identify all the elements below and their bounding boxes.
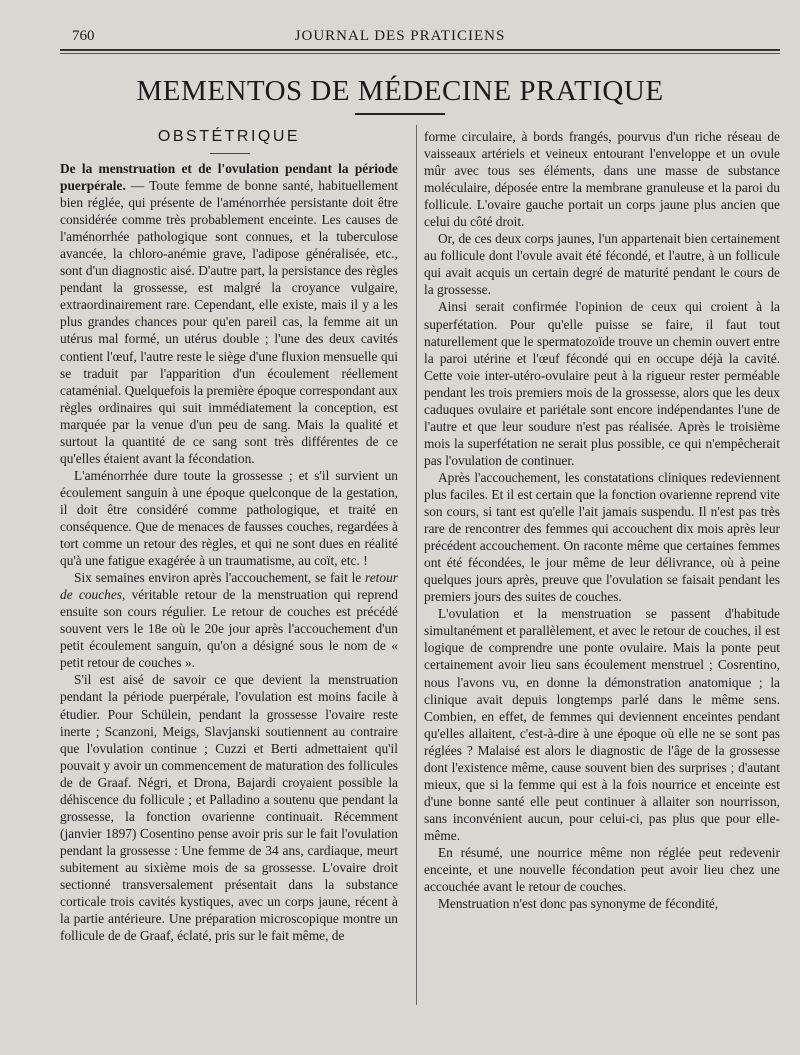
paragraph: Après l'accouchement, les constatations cliniques redeviennent plus faciles. Et il est certain que la fonction ovarienne reprend vite son cours, si tant est qu'elle l'ait jamais suspendu. Il n'est pas très rare de rencontrer des femmes qui accouchent dix mois après leur précédent accouchement. On raconte même que certaines femmes ont été fécondées, le jour même de leur délivrance, où à peine quelques jours après, preuve que l'ovulation se faisait pendant les premiers jours des suites de couches. [424, 469, 780, 605]
paragraph [60, 160, 398, 467]
paragraph-text: — Toute femme de bonne santé, habituellement bien réglée, qui présente de l'aménorrhée persistante doit être considérée comme très probablement enceinte. Les causes de l'aménorrhée pathologique sont connues, et la tuberculose avancée, la chloro-anémie grave, l'adipose généralisée, etc., sont d'un diagnostic aisé. D'autre part, la persistance des règles pendant la grossesse, est malgré la croyance vulgaire, extraordinairement rare. Cependant, elle existe, mais il y a les plus grandes chances pour qu'en pareil cas, la femme ait un utérus mal formé, un utérus double ; l'une des deux cavités contient l'œuf, l'autre reste le siège d'une fluxion mensuelle qui se traduit par l'apparition d'un écoulement réellement cataménial. Quelquefois la première époque correspondant aux règles ordinaires qui suit immédiatement la conception, est marquée par la venue d'un peu de sang. Mais la qualité et surtout la quantité de ce sang sont très différentes de ce qu'elles étaient avant la fécondation. [60, 178, 398, 466]
paragraph: Or, de ces deux corps jaunes, l'un appartenait bien certainement au follicule dont l'ovule avait été fécondé, et l'autre, à un follicule qui avait acquis un certain degré de maturité pendant le cours de la grossesse. [424, 231, 780, 298]
column-divider [416, 125, 417, 1005]
paragraph: En résumé, une nourrice même non réglée peut redevenir enceinte, et une nouvelle fécondation peut avoir lieu chez une accouchée avant le retour de couches. [424, 844, 780, 895]
page-title: MEMENTOS DE MÉDECINE PRATIQUE [136, 75, 664, 107]
left-column [60, 160, 398, 944]
right-column [424, 128, 780, 912]
paragraph [60, 569, 398, 671]
article-title: De la menstruation et de l'ovulation pendant la période puerpérale. [60, 161, 398, 194]
section-rule [210, 153, 250, 154]
paragraph: L'aménorrhée dure toute la grossesse ; et s'il survient un écoulement sanguin à une époque quelconque de la gestation, il doit être considéré comme pathologique, et traité en conséquence. Que de menaces de fausses couches, regardées à tort comme un retour des règles, et qui ne sont dues en réalité qu'à une fatigue exagérée à un traumatisme, au coït, etc. ! [60, 467, 398, 569]
section-heading: OBSTÉTRIQUE [157, 128, 301, 145]
paragraph: S'il est aisé de savoir ce que devient la menstruation pendant la période puerpérale, l'ovulation est moins facile à étudier. Pour Schülein, pendant la grossesse l'ovaire reste inerte ; Scanzoni, Meigs, Slavjanski soutiennent au contraire que l'ovulation continue ; Cuzzi et Berti admettaient qu'il pouvait y avoir un commencement de maturation des follicules de de Graaf. Négri, et Drona, Bajardi croyaient possible la déhiscence du follicule ; et Palladino a soutenu que pendant la grossesse, la fonction ovarienne continuait. Récemment (janvier 1897) Cosentino pense avoir pris sur le fait l'ovulation pendant la grossesse : Une femme de 34 ans, cardiaque, meurt subitement au sixième mois de sa grossesse. L'ovaire droit sectionné transversalement présentait dans la substance corticale trois cavités kystiques, avec un corps jaune, récent à la partie antérieure. Une préparation microscopique montre un follicule de de Graaf, éclaté, pris sur le fait même, de [60, 672, 398, 944]
paragraph: Menstruation n'est donc pas synonyme de fécondité, [438, 896, 719, 912]
header-rule-thin [60, 53, 780, 54]
running-header [0, 28, 800, 48]
emphasis-text: retour de couches, [60, 570, 398, 603]
page-number: 760 [72, 28, 95, 44]
paragraph-text: Six semaines environ après l'accouchement, se fait le [74, 570, 366, 586]
title-underline [355, 113, 445, 115]
paragraph: forme circulaire, à bords frangés, pourvus d'un riche réseau de vaisseaux artériels et veineux entourant l'enveloppe et un ovule mûr avec tous ses éléments, dans une masse de substance moléculaire, déposée entre la membrane granuleuse et la paroi du follicule. L'ovaire gauche portait un corps jaune plus ancien que celui du côté droit. [424, 129, 780, 230]
paragraph-text: véritable retour de la menstruation qui reprend ensuite son cours régulier. Le retour de couches est précédé souvent vers le 18e où le 20e jour après l'accouchement d'un petit écoulement sanguin, qu'on a désigné sous le nom de « petit retour de couches ». [60, 587, 399, 671]
header-rule [60, 49, 780, 51]
paragraph: Ainsi serait confirmée l'opinion de ceux qui croient à la superfétation. Pour qu'elle puisse se faire, il faut tout naturellement que le spermatozoïde trouve un chemin ouvert entre la paroi utérine et l'œuf fécondé qui en occupe déjà la cavité. Cette voie inter-utéro-ovulaire peut à la rigueur rester perméable pendant les trois premiers mois de la grossesse, alors que les deux caduques ovulaire et pariétale sont encore indépendantes l'une de l'autre et que leur soudure n'est pas réalisée. Après le troisième mois la superfétation ne serait plus possible, ce qui n'empêcherait pas l'ovulation de continuer. [424, 299, 780, 468]
journal-title: JOURNAL DES PRATICIENS [294, 28, 506, 44]
paragraph: L'ovulation et la menstruation se passent d'habitude simultanément et parallèlement, et avec le retour de couches, il est logique de comprendre une ponte ovulaire. Mais la ponte peut certainement avoir lieu sans écoulement menstruel ; Cosrentino, nous l'avons vu, en donne la démonstration anatomique ; la clinique avait depuis longtemps parlé dans le même sens. Combien, en effet, de femmes qui deviennent enceintes pendant qu'elles allaitent, c'est-à-dire à une époque où elle ne se sont pas réglées ? Malaisé est alors le diagnostic de l'âge de la grossesse dont l'existence même, cause souvent bien des surprises ; d'autant mieux, que si la femme qui est à la fois nourrice et enceinte est d'une bonne santé elle peut continuer à allaiter son nourrisson, sans inconvénient aucun, pour celui-ci, pas plus que pour elle-même. [424, 606, 780, 843]
